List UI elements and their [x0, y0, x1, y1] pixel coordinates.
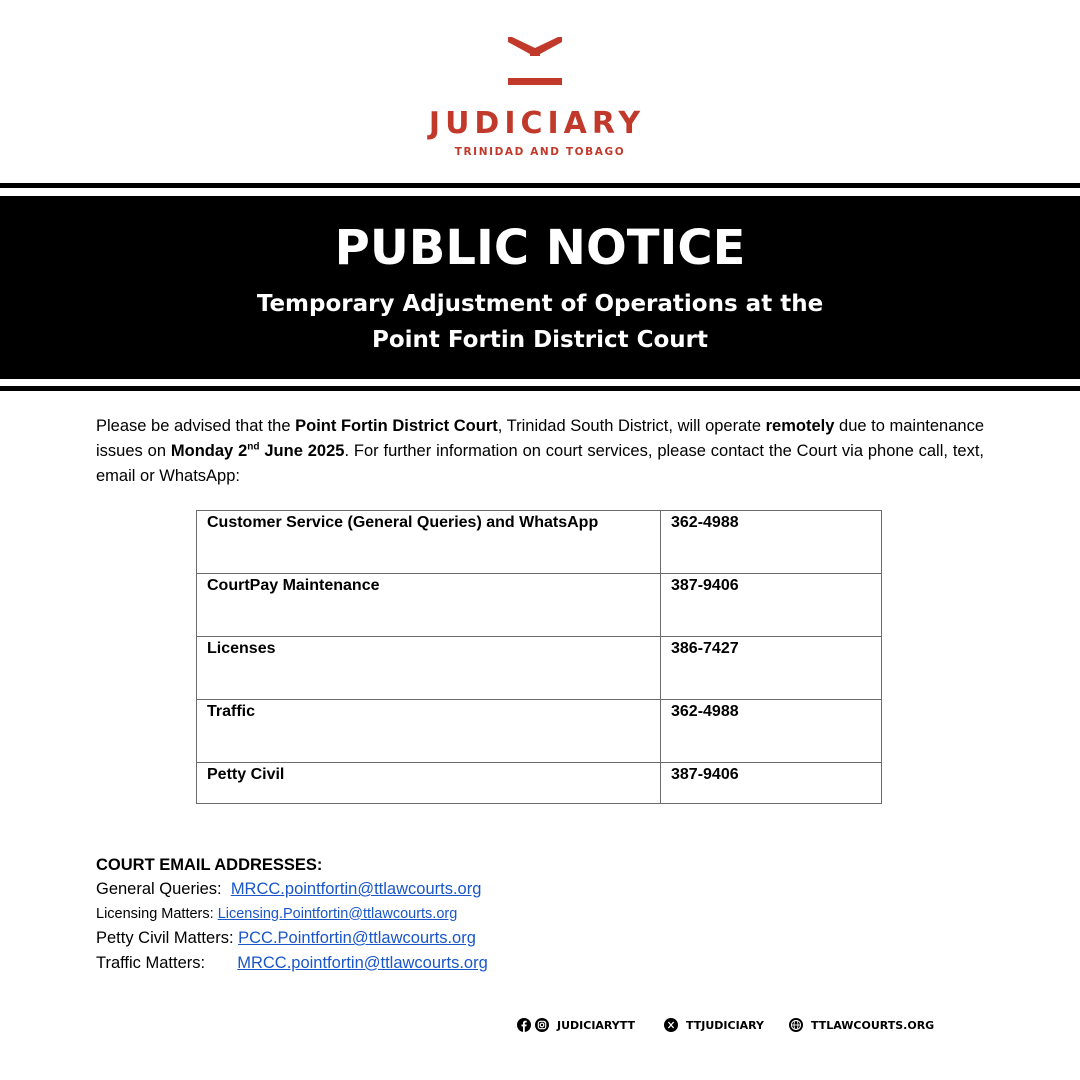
- service-cell: Licenses: [197, 637, 661, 700]
- contacts-table: [196, 510, 882, 804]
- email-link-petty-civil[interactable]: PCC.Pointfortin@ttlawcourts.org: [238, 929, 476, 947]
- closure-date: Monday 2nd June 2025: [170, 441, 345, 460]
- table-row: [197, 511, 882, 574]
- email-label: General Queries:: [96, 880, 231, 898]
- email-label: Traffic Matters:: [96, 953, 238, 972]
- table-row: [197, 637, 882, 700]
- email-link-licensing[interactable]: Licensing.Pointfortin@ttlawcourts.org: [217, 905, 458, 922]
- email-section: [96, 854, 696, 976]
- globe-icon: [789, 1018, 803, 1032]
- email-heading: COURT EMAIL ADDRESSES:: [96, 856, 323, 874]
- email-link-general[interactable]: MRCC.pointfortin@ttlawcourts.org: [230, 880, 482, 898]
- service-cell: Petty Civil: [197, 763, 661, 804]
- judiciary-logo-icon: [500, 34, 570, 88]
- email-link-traffic[interactable]: MRCC.pointfortin@ttlawcourts.org: [237, 953, 488, 972]
- footer-website-url: TTLAWCOURTS.ORG: [811, 1018, 935, 1032]
- email-row-petty-civil: [96, 927, 696, 952]
- footer-website[interactable]: [789, 1016, 934, 1034]
- footer-x[interactable]: [664, 1016, 764, 1034]
- email-row-general: [96, 878, 696, 903]
- footer-x-handle: TTJUDICIARY: [686, 1018, 765, 1032]
- table-row: [197, 700, 882, 763]
- service-cell: CourtPay Maintenance: [197, 574, 661, 637]
- top-rule: [0, 183, 1080, 188]
- phone-cell: 362-4988: [661, 700, 882, 763]
- intro-paragraph: Please be advised that the Point Fortin District Court, Trinidad South District, will operate remotely due to maintenance issues on Monday 2nd June 2025. For further information on court services, please contact the Court via phone call, text, email or WhatsApp:: [96, 417, 985, 485]
- bottom-rule: [0, 386, 1080, 391]
- brand-tagline: TRINIDAD AND TOBAGO: [454, 146, 626, 158]
- phone-cell: 362-4988: [661, 511, 882, 574]
- footer-social[interactable]: [517, 1016, 635, 1034]
- footer-social-handle: JUDICIARYTT: [557, 1018, 636, 1032]
- email-label: Petty Civil Matters:: [96, 929, 239, 947]
- service-cell: Traffic: [197, 700, 661, 763]
- facebook-icon: [517, 1018, 531, 1032]
- phone-cell: 387-9406: [661, 763, 882, 804]
- table-row: [197, 763, 882, 804]
- email-row-traffic: [96, 952, 696, 977]
- phone-cell: 386-7427: [661, 637, 882, 700]
- notice-subtitle: [0, 286, 1080, 358]
- email-row-licensing: [96, 903, 696, 928]
- notice-title: PUBLIC NOTICE: [334, 220, 746, 276]
- notice-subtitle-line1: Temporary Adjustment of Operations at the: [256, 291, 824, 317]
- service-cell: Customer Service (General Queries) and WhatsApp: [197, 511, 661, 574]
- brand-name: JUDICIARY: [428, 106, 646, 141]
- instagram-icon: [535, 1018, 549, 1032]
- phone-cell: 387-9406: [661, 574, 882, 637]
- operation-mode: remotely: [765, 417, 835, 435]
- notice-subtitle-line2: Point Fortin District Court: [371, 327, 708, 353]
- notice-banner: [0, 196, 1080, 379]
- court-name: Point Fortin District Court: [295, 417, 498, 435]
- email-label: Licensing Matters:: [96, 905, 218, 922]
- x-icon: [664, 1018, 678, 1032]
- table-row: [197, 574, 882, 637]
